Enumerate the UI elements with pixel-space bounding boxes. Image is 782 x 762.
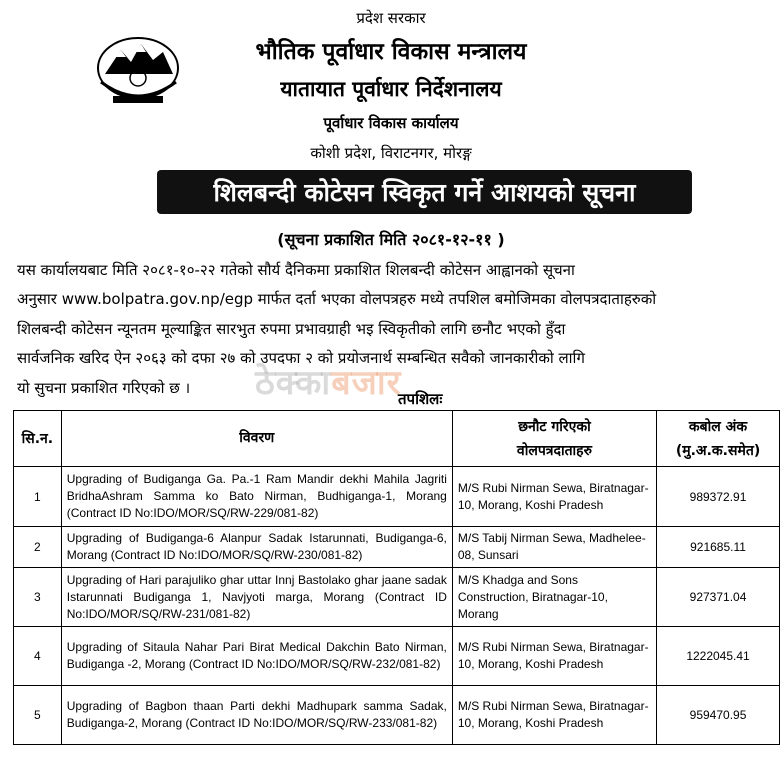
row-sn: 5 bbox=[14, 686, 62, 745]
header-bidder-line2: वोलपत्रदाताहरु bbox=[516, 442, 592, 459]
row-description: Upgrading of Sitaula Nahar Pari Birat Medical Dakchin Bato Nirman, Budiganga -2, Morang (Contract ID No:IDO/MOR/SQ/RW-232/081-82) bbox=[61, 627, 452, 686]
table-row bbox=[14, 467, 780, 527]
schedule-label: तपशिलः bbox=[398, 390, 443, 408]
header-bidder-line1: छनौट गरिएको bbox=[518, 418, 591, 435]
row-description: Upgrading of Budiganga Ga. Pa.-1 Ram Mandir dekhi Mahila Jagriti BridhaAshram Samma ko Bato Nirman, Budhiganga-1, Morang (Contract ID No:IDO/MOR/SQ/RW-229/081-82) bbox=[61, 467, 452, 527]
government-heading: प्रदेश सरकार bbox=[356, 9, 426, 27]
body-line: यो सुचना प्रकाशित गरिएको छ । bbox=[17, 379, 191, 397]
directorate-heading: यातायात पूर्वाधार निर्देशनालय bbox=[280, 77, 502, 101]
header-amount-line1: कबोल अंक bbox=[688, 418, 748, 435]
row-sn: 2 bbox=[14, 527, 62, 568]
selected-bidders-table bbox=[13, 410, 780, 745]
row-bidder: M/S Rubi Nirman Sewa, Biratnagar-10, Morang, Koshi Pradesh bbox=[452, 467, 656, 527]
watermark-part1: ठेक्का bbox=[255, 363, 332, 403]
header-amount-line2: (मु.अ.क.समेत) bbox=[675, 442, 761, 459]
body-line: अनुसार www.bolpatra.gov.np/egp मार्फत दर्ता भएका वोलपत्रहरु मध्ये तपशिल बमोजिमका वोलपत्रदाताहरुको bbox=[17, 290, 657, 308]
row-bidder: M/S Rubi Nirman Sewa, Biratnagar-10, Morang, Koshi Pradesh bbox=[452, 627, 656, 686]
row-amount: 921685.11 bbox=[657, 527, 780, 568]
table-row bbox=[14, 686, 780, 745]
row-description: Upgrading of Budiganga-6 Alanpur Sadak Istarunnati, Budiganga-6, Morang (Contract ID No:IDO/MOR/SQ/RW-230/081-82) bbox=[61, 527, 452, 568]
row-bidder: M/S Tabij Nirman Sewa, Madhelee-08, Sunsari bbox=[452, 527, 656, 568]
watermark bbox=[255, 358, 402, 404]
row-amount: 959470.95 bbox=[657, 686, 780, 745]
row-amount: 1222045.41 bbox=[657, 627, 780, 686]
table-row bbox=[14, 627, 780, 686]
row-description: Upgrading of Bagbon thaan Parti dekhi Madhupark samma Sadak, Budiganga-2, Morang (Contract ID No:IDO/MOR/SQ/RW-233/081-82) bbox=[61, 686, 452, 745]
row-sn: 3 bbox=[14, 568, 62, 627]
table-row bbox=[14, 568, 780, 627]
address-line: कोशी प्रदेश, विराटनगर, मोरङ्ग bbox=[310, 144, 472, 162]
body-line: यस कार्यालयबाट मिति २०८१-१०-२२ गतेको सौर्य दैनिकमा प्रकाशित शिलबन्दी कोटेसन आह्वानको सूचना bbox=[17, 261, 575, 279]
header-description: विवरण bbox=[61, 411, 452, 467]
body-line: शिलबन्दी कोटेसन न्यूनतम मूल्याङ्कित सारभुत रुपमा प्रभावग्राही भइ स्विकृतीको लागि छनौट भएको हुँदा bbox=[17, 320, 566, 338]
header-bidder bbox=[452, 411, 656, 467]
row-sn: 4 bbox=[14, 627, 62, 686]
office-heading: पूर्वाधार विकास कार्यालय bbox=[323, 114, 459, 132]
notice-title: शिलबन्दी कोटेसन स्विकृत गर्ने आशयको सूचना bbox=[157, 170, 692, 214]
table-header-row bbox=[14, 411, 780, 467]
ministry-heading: भौतिक पूर्वाधार विकास मन्त्रालय bbox=[255, 39, 527, 65]
body-line: सार्वजनिक खरिद ऐन २०६३ को दफा २७ को उपदफा २ को प्रयोजनार्थ सम्बन्धित सवैको जानकारीको लागि bbox=[17, 349, 585, 367]
row-bidder: M/S Khadga and Sons Construction, Biratnagar-10, Morang bbox=[452, 568, 656, 627]
header-amount bbox=[657, 411, 780, 467]
published-date: (सूचना प्रकाशित मिति २०८१-१२-११ ) bbox=[277, 230, 505, 249]
row-amount: 989372.91 bbox=[657, 467, 780, 527]
row-sn: 1 bbox=[14, 467, 62, 527]
table-row bbox=[14, 527, 780, 568]
header-sn: सि.न. bbox=[14, 411, 62, 467]
watermark-part2: बजार bbox=[331, 363, 402, 403]
row-bidder: M/S Rubi Nirman Sewa, Biratnagar-10, Morang, Koshi Pradesh bbox=[452, 686, 656, 745]
row-amount: 927371.04 bbox=[657, 568, 780, 627]
row-description: Upgrading of Hari parajuliko ghar uttar Innj Bastolako ghar jaane sadak Istarunnati Budiganga 1, Navjyoti marga, Morang (Contract ID No:IDO/MOR/SQ/RW-231/081-82) bbox=[61, 568, 452, 627]
